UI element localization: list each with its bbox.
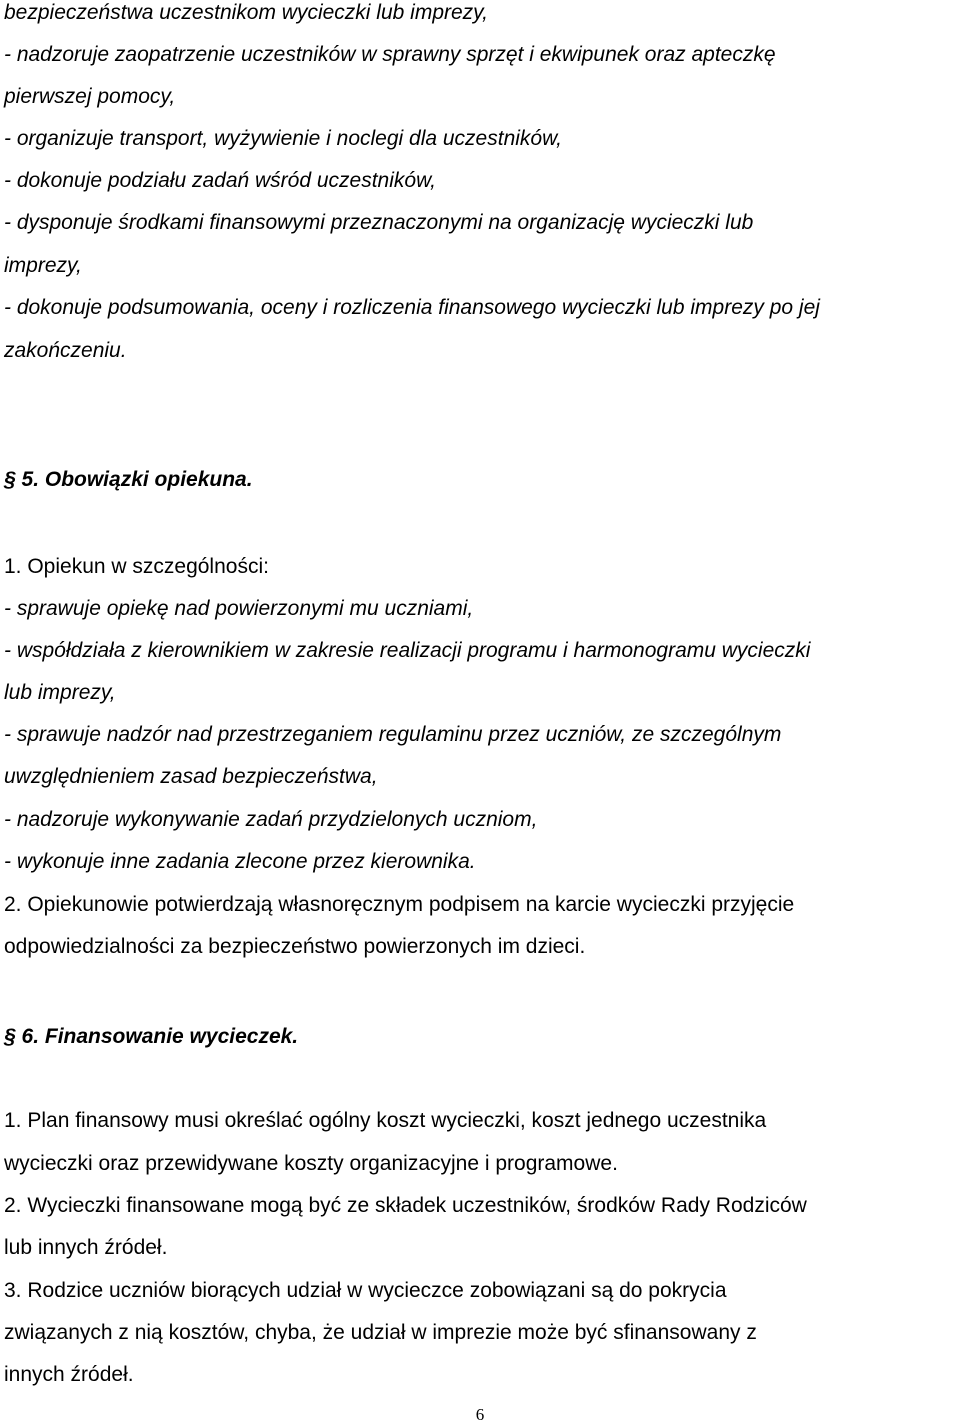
section-heading: § 6. Finansowanie wycieczek. — [4, 1025, 299, 1048]
text-line: - wykonuje inne zadania zlecone przez kierownika. — [4, 850, 476, 873]
text-line: - sprawuje nadzór nad przestrzeganiem regulaminu przez uczniów, ze szczególnym — [4, 723, 782, 746]
text-line: - sprawuje opiekę nad powierzonymi mu uczniami, — [4, 597, 474, 620]
text-line: lub imprezy, — [4, 681, 116, 704]
text-line: - dysponuje środkami finansowymi przeznaczonymi na organizację wycieczki lub — [4, 211, 754, 234]
text-line: 2. Wycieczki finansowane mogą być ze składek uczestników, środków Rady Rodziców — [4, 1194, 807, 1217]
text-line: - dokonuje podziału zadań wśród uczestników, — [4, 169, 436, 192]
text-line: wycieczki oraz przewidywane koszty organizacyjne i programowe. — [4, 1152, 618, 1175]
section-heading: § 5. Obowiązki opiekuna. — [4, 468, 253, 491]
text-line: - nadzoruje wykonywanie zadań przydzielonych uczniom, — [4, 808, 538, 831]
text-line: lub innych źródeł. — [4, 1236, 168, 1259]
text-line: 1. Opiekun w szczególności: — [4, 555, 269, 578]
page-number: 6 — [475, 1405, 485, 1424]
text-line: zakończeniu. — [4, 339, 127, 362]
text-line: innych źródeł. — [4, 1363, 134, 1386]
text-line: pierwszej pomocy, — [4, 85, 176, 108]
text-line: - dokonuje podsumowania, oceny i rozliczenia finansowego wycieczki lub imprezy po jej — [4, 296, 820, 319]
text-line: uwzględnieniem zasad bezpieczeństwa, — [4, 765, 378, 788]
text-line: 1. Plan finansowy musi określać ogólny koszt wycieczki, koszt jednego uczestnika — [4, 1109, 767, 1132]
text-line: - współdziała z kierownikiem w zakresie realizacji programu i harmonogramu wycieczki — [4, 639, 811, 662]
text-line: - nadzoruje zaopatrzenie uczestników w sprawny sprzęt i ekwipunek oraz apteczkę — [4, 43, 776, 66]
text-line: bezpieczeństwa uczestnikom wycieczki lub imprezy, — [4, 1, 488, 24]
text-line: 3. Rodzice uczniów biorących udział w wycieczce zobowiązani są do pokrycia — [4, 1279, 727, 1302]
text-line: 2. Opiekunowie potwierdzają własnoręcznym podpisem na karcie wycieczki przyjęcie — [4, 893, 795, 916]
text-line: - organizuje transport, wyżywienie i noclegi dla uczestników, — [4, 127, 562, 150]
text-line: odpowiedzialności za bezpieczeństwo powierzonych im dzieci. — [4, 935, 586, 958]
text-line: imprezy, — [4, 254, 82, 277]
text-line: związanych z nią kosztów, chyba, że udział w imprezie może być sfinansowany z — [4, 1321, 757, 1344]
